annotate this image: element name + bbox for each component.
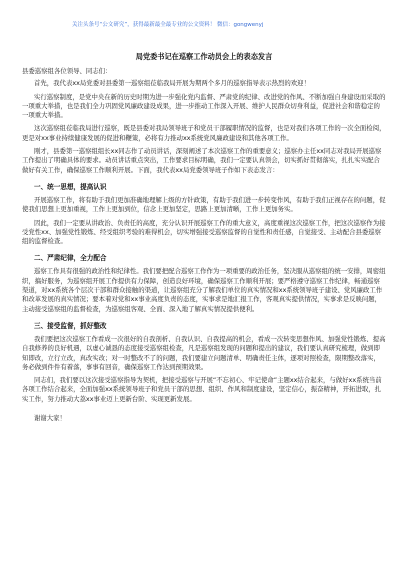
paragraph: 这次巡察组莅临我局进行巡察，既是县委对我局领导班子和党员干部履职情况的监督，也是对我们各项工作的一次全面检阅，更是对xx事业持续健康发展的促进和鞭策，必将有力推动xx系统党风廉政建设和其他各项工作。 [22, 124, 386, 142]
promo-text: 关注头条号“公文研究”，获得最新最全最专业的公文资料！ 微信：gongwenyj [72, 22, 264, 28]
salutation: 县委巡察组各位领导、同志们： [22, 67, 112, 75]
section-heading: 二、严肃纪律，全力配合 [34, 254, 107, 263]
document-page [22, 52, 386, 427]
section-heading: 三、接受监督，抓好整改 [34, 321, 107, 330]
closing-remark: 谢谢大家！ [34, 414, 66, 423]
paragraph: 因此，我们一定要从讲政治、负责任的高度，充分认识开展巡察工作的重大意义，高度重视这次巡察工作，把这次巡察作为接受党性xx、加强党性锻炼、经受组织考验的难得机会，切实增强接受巡察监督的自觉性和责任感，自觉接受、主动配合县委巡察组的监督检查。 [22, 218, 386, 246]
header-banner [0, 0, 408, 44]
paragraph: 我们要把这次巡察工作看成一次很好的自我剖析、自我认识、自我提高的机会，看成一次转变思想作风、加强党性锻炼、提高自我修养的良好机遇，以虚心诚恳的态度接受巡察组检查，凡是巡察组发现的问题和提出的建议，我们要认真研究梳理，做到即知即改，立行立改，真改实改；对一时整改不了的问题，我们要建立问题清单、明确责任主体，逐项对照检查，限期整改落实，务必做到件件有着落，事事有回音，确保巡察工作达到预期效果。 [22, 334, 386, 371]
paragraph: 首先，我代表xx局党委对县委第一巡察组莅临我局开展为期两个多月的巡察指导表示热烈的欢迎！ [34, 79, 310, 88]
paragraph: 同志们，我们要以这次接受巡察指导为契机，把接受巡察与开展“不忘初心、牢记使命”主题xx结合起来，与做好xx系统当前各项工作结合起来，全面加强xx系统领导班子和党员干部的思想、组织、作风和制度建设，坚定信心，振奋精神，开拓进取，扎实工作，努力推动大荔xx事业迈上更新台阶、实现更新发展。 [22, 376, 382, 403]
paragraph: 巡察工作具有很强的政治性和纪律性。我们要把配合巡察工作作为一项重要的政治任务，坚决服从巡察组的统一安排，周密组织，搞好服务，为巡察组开展工作提供有力保障，创造良好环境，确保巡察工作顺利开展；要严格遵守巡察工作纪律，畅通巡察渠道，对xx系统各个层次干部和群众接触的渠道，让巡察组充分了解我们单位的真实情况和xx系统领导班子建设、党风廉政工作和改革发展的真实情况；要本着对党和xx事业高度负责的态度，实事求是地汇报工作，客观真实提供情况，实事求是反映问题，主动接受巡察组的监督检查，为巡察组客观、全面、深入地了解真实情况提供便利。 [22, 267, 386, 313]
paragraph: 实行巡察制度，是党中央在新的历史时期为进一步强化党内监督、严肃党的纪律、改进党的作风、不断加强自身建设而采取的一项重大举措，也是我们全力巩固党风廉政建设成果，进一步推动工作深入开展、维护人民群众切身利益，促进社会和谐稳定的一项重大举措。 [22, 92, 386, 120]
paragraph: 开展巡察工作，将有助于我们更加准确地理解上级的方针政策，有助于我们进一步转变作风，有助于我们正视存在的问题，促使我们思想上更加重视，工作上更加到位，信念上更加坚定，思路上更加清晰，工作上更加务实。 [22, 195, 386, 214]
paragraph: 刚才，县委第一巡察组组长xx同志作了动员讲话，深刻阐述了本次巡察工作的重要意义；巡察办主任xx同志对我局开展巡察工作提出了明确具体的要求。动员讲话重点突出，工作要求目标明确，我们一定要认真领会，切实抓好贯彻落实，扎扎实实配合做好有关工作，确保巡察工作顺利开展。下面，我代表xx局党委领导班子作如下表态发言： [22, 147, 382, 174]
section-heading: 一、统一思想，提高认识 [34, 182, 107, 191]
document-title: 局党委书记在巡察工作动员会上的表态发言 [135, 52, 273, 61]
